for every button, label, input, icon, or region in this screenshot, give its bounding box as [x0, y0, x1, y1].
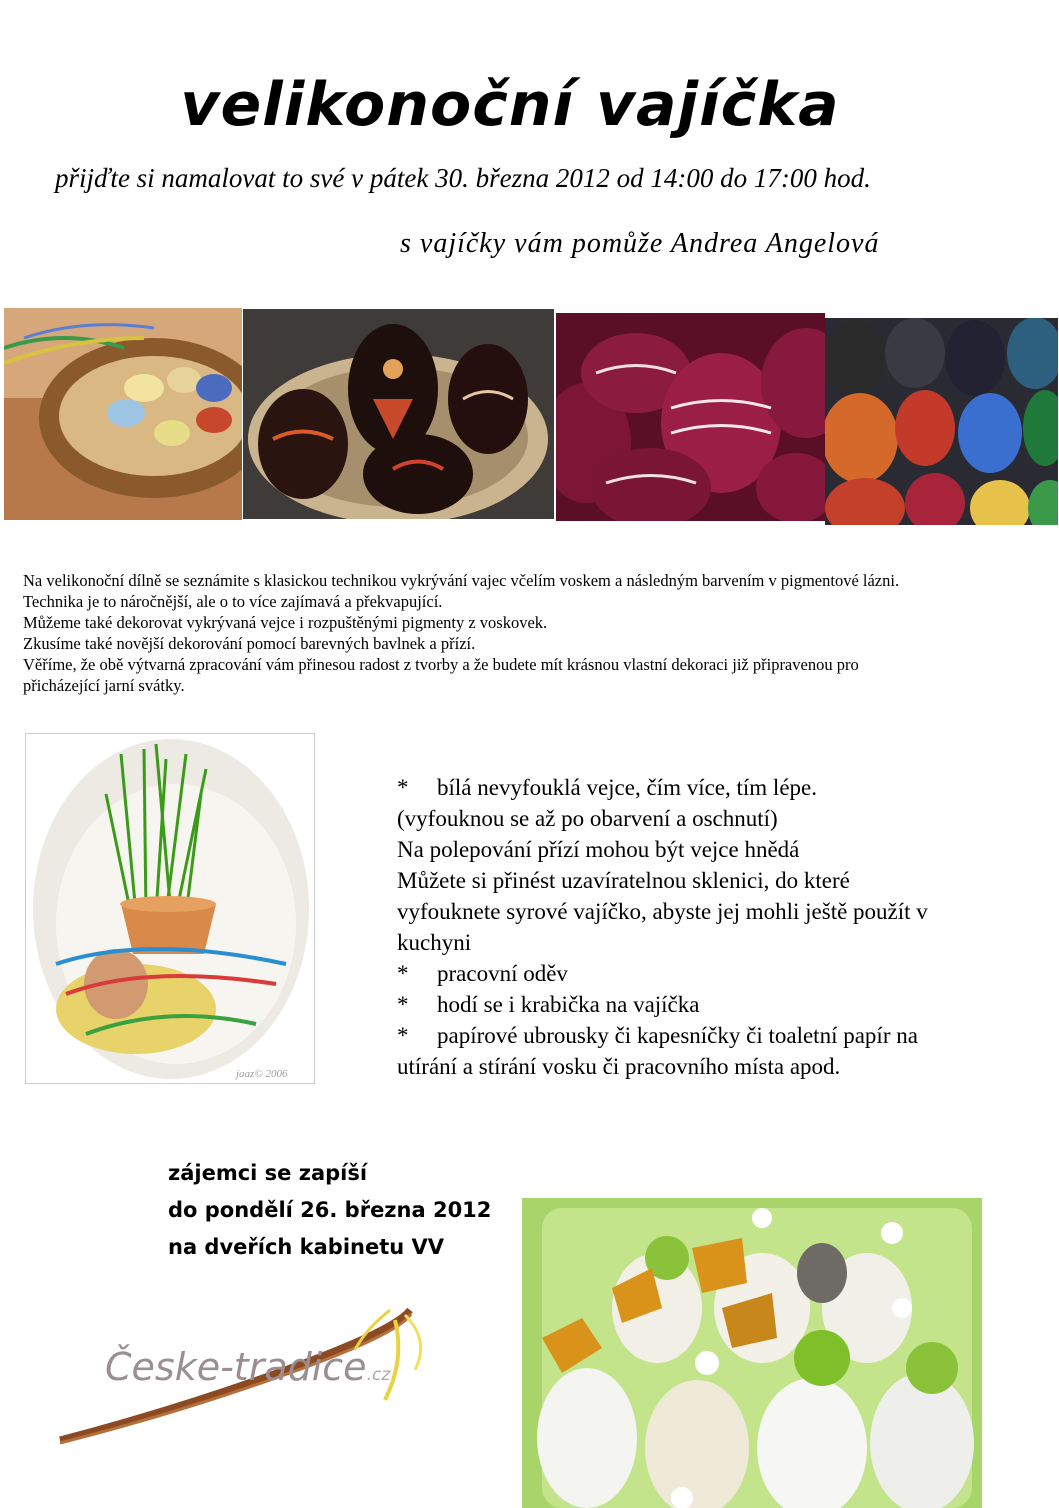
photo-eggshell-flowers [522, 1198, 982, 1508]
list-item: * hodí se i krabička na vajíčka [397, 989, 1027, 1020]
photo-watermark: jaaz© 2006 [236, 1068, 288, 1080]
signup-line: na dveřích kabinetu VV [168, 1235, 445, 1259]
description-line: Technika je to náročnější, ale o to více zajímavá a překvapující. [23, 592, 443, 611]
list-item: * bílá nevyfouklá vejce, čím více, tím lépe. [397, 772, 1027, 803]
brand-logo [105, 1345, 390, 1389]
list-item: * papírové ubrousky či kapesníčky či toaletní papír na [397, 1020, 1027, 1051]
poster-title: velikonoční vajíčka [180, 70, 840, 140]
bullet-star: * [397, 1023, 409, 1048]
bullet-star: * [397, 992, 409, 1017]
list-item: * pracovní oděv [397, 958, 1027, 989]
description-line: Můžeme také dekorovat vykrývaná vejce i rozpuštěnými pigmenty z voskovek. [23, 613, 548, 632]
description-line: Na velikonoční dílně se seznámite s klasickou technikou vykrývání vajec včelím voskem a následným barvením v pigmentové lázni. [23, 571, 900, 590]
list-line: Na polepování přízí mohou být vejce hnědá [397, 837, 800, 862]
description-line: Věříme, že obě výtvarná zpracování vám přinesou radost z tvorby a že budete mít krásnou vlastní dekoraci již připravenou pro [23, 655, 859, 674]
list-line: vyfouknete syrové vajíčko, abyste jej mohli ještě použít v [397, 899, 928, 924]
bullet-star: * [397, 775, 409, 800]
list-line: Můžete si přinést uzavíratelnou sklenici, do které [397, 868, 850, 893]
workshop-description [23, 570, 1023, 696]
photo-basket-eggs [4, 308, 242, 520]
description-line: Zkusíme také novější dekorování pomocí barevných bavlnek a přízí. [23, 634, 476, 653]
bullet-star: * [397, 961, 409, 986]
signup-info [168, 1155, 491, 1266]
event-date-line: přijďte si namalovat to své v pátek 30. března 2012 od 14:00 do 17:00 hod. [55, 163, 871, 193]
photo-colorful-eggs [825, 318, 1058, 525]
helper-line: s vajíčky vám pomůže Andrea Angelová [400, 228, 880, 259]
brand-tld: .cz [366, 1365, 391, 1385]
supply-list [397, 772, 1027, 1082]
signup-line: do pondělí 26. března 2012 [168, 1198, 492, 1222]
photo-grass-egg [25, 733, 315, 1084]
list-line: kuchyni [397, 930, 472, 955]
photo-black-eggs [243, 309, 554, 519]
brand-name: Česke-tradice [105, 1345, 367, 1389]
list-line: utírání a stírání vosku či pracovního místa apod. [397, 1054, 841, 1079]
description-line: přicházející jarní svátky. [23, 676, 185, 695]
list-line: (vyfouknou se až po obarvení a oschnutí) [397, 806, 778, 831]
photo-purple-eggs [556, 313, 825, 521]
signup-line: zájemci se zapíší [168, 1161, 368, 1185]
